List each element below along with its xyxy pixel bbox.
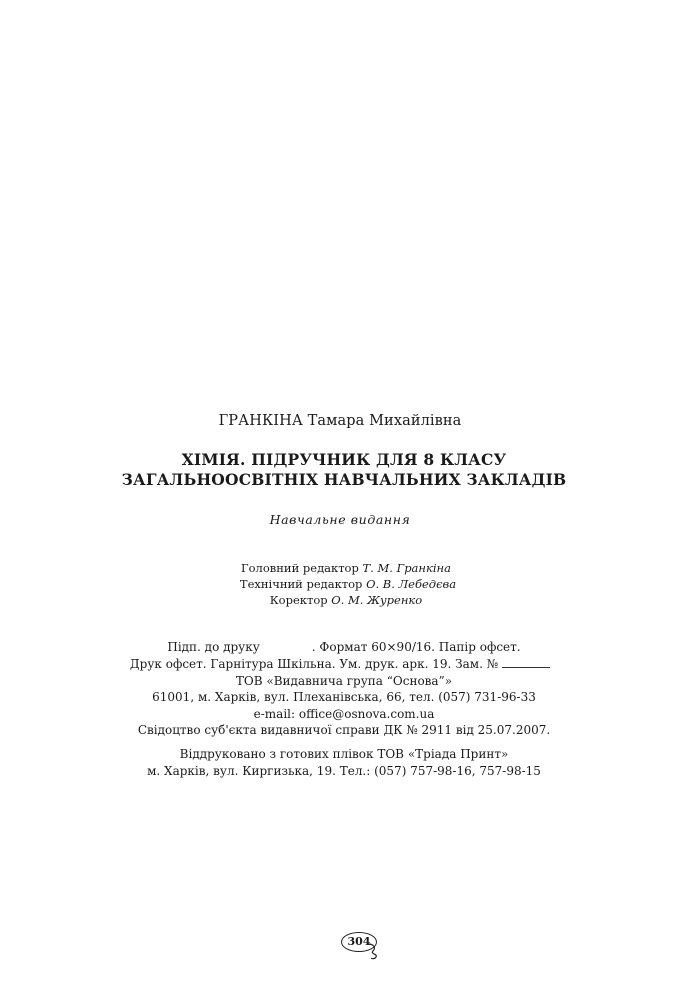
publisher-certificate: Свідоцтво суб'єкта видавничої справи ДК № 2911 від 25.07.2007. [137, 723, 551, 737]
order-number-blank [502, 657, 550, 668]
signed-for-print [4, 640, 680, 654]
proofreader [6, 593, 680, 607]
format-info: . Формат 60×90/16. Папір офсет. [311, 640, 521, 654]
printer-address: м. Харків, вул. Киргизька, 19. Тел.: (057) 757-98-16, 757-98-15 [147, 764, 541, 778]
staff-role: Технічний редактор [239, 577, 363, 591]
staff-role: Головний редактор [241, 561, 359, 575]
staff-name: Т. М. Гранкіна [362, 561, 451, 575]
staff-name: О. В. Лебедєва [366, 577, 457, 591]
print-details [0, 657, 680, 671]
author-name: ГРАНКІНА Тамара Михайлівна [218, 413, 462, 429]
page-number: 304 [341, 932, 377, 952]
staff-role: Коректор [269, 593, 328, 607]
signed-label: Підп. до друку [167, 640, 260, 654]
book-title-line-1: ХІМІЯ. ПІДРУЧНИК ДЛЯ 8 КЛАСУ [181, 450, 507, 469]
printed-by: Віддруковано з готових плівок ТОВ «Тріада Принт» [179, 747, 509, 761]
publisher-address: 61001, м. Харків, вул. Плеханівська, 66, тел. (057) 731-96-33 [152, 690, 536, 704]
publisher: ТОВ «Видавнича група “Основа”» [235, 674, 453, 688]
print-line: Друк офсет. Гарнітура Шкільна. Ум. друк. арк. 19. Зам. № [129, 657, 499, 671]
edition-type: Навчальне видання [269, 512, 411, 527]
page-number-curl-icon [366, 942, 382, 962]
publisher-email: e-mail: office@osnova.com.ua [253, 707, 435, 721]
book-title-line-2: ЗАГАЛЬНООСВІТНІХ НАВЧАЛЬНИХ ЗАКЛАДІВ [121, 470, 567, 489]
chief-editor [6, 561, 680, 575]
technical-editor [8, 577, 680, 591]
staff-name: О. М. Журенко [331, 593, 423, 607]
